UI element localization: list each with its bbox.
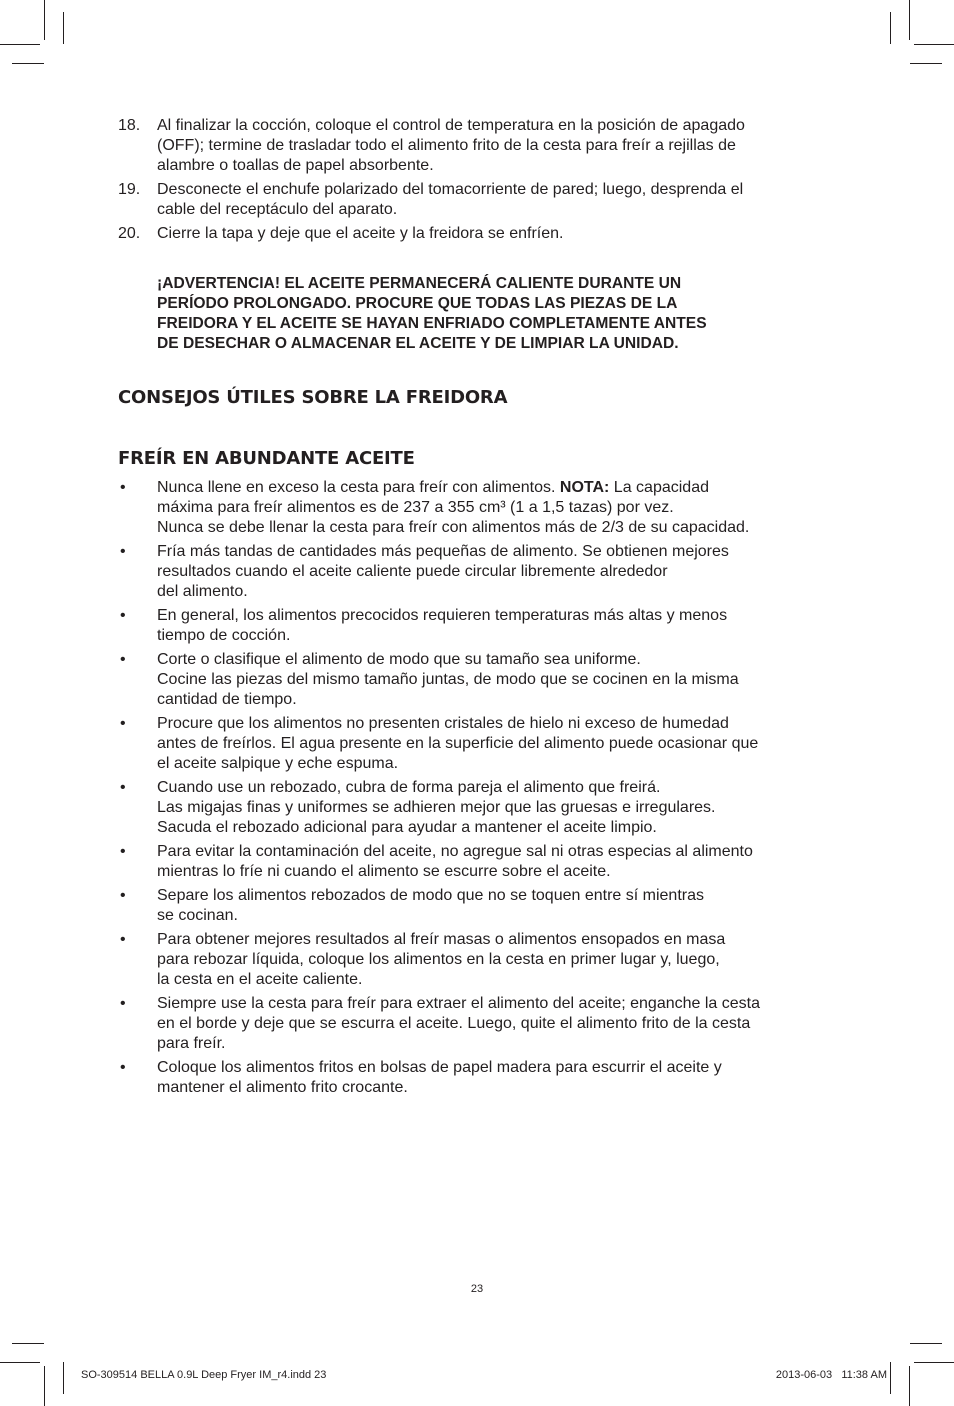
tip-text: resultados cuando el aceite caliente puede circular libremente alrededor: [157, 563, 668, 580]
tip-text: para freír.: [157, 1035, 226, 1052]
bullet-icon: •: [120, 887, 126, 904]
page-number: 23: [470, 1283, 484, 1295]
step-number: 19.: [118, 181, 141, 198]
step-number: 18.: [118, 117, 141, 134]
warning-block: [157, 274, 838, 354]
tip-text: para rebozar líquida, coloque los alimentos en la cesta en primer lugar y, luego,: [157, 951, 720, 968]
page-content: [118, 116, 838, 1102]
warning-text: PERÍODO PROLONGADO. PROCURE QUE TODAS LAS PIEZAS DE LA: [157, 295, 678, 312]
list-item: [118, 714, 838, 774]
list-item: [118, 116, 838, 176]
bullet-icon: •: [120, 995, 126, 1012]
warning-text: FREIDORA Y EL ACEITE SE HAYAN ENFRIADO COMPLETAMENTE ANTES: [157, 315, 707, 332]
file-slug: SO-309514 BELLA 0.9L Deep Fryer IM_r4.indd 23: [81, 1369, 327, 1381]
tip-text: Nunca se debe llenar la cesta para freír con alimentos más de 2/3 de su capacidad.: [157, 519, 750, 536]
tip-text: Para evitar la contaminación del aceite, no agregue sal ni otras especias al alimento: [157, 843, 753, 860]
tip-text: Separe los alimentos rebozados de modo que no se toquen entre sí mientras: [157, 887, 704, 904]
list-item: [118, 842, 838, 882]
tip-text: tiempo de cocción.: [157, 627, 291, 644]
list-item: [118, 1058, 838, 1098]
bullet-icon: •: [120, 715, 126, 732]
tip-text: La capacidad: [609, 479, 709, 496]
list-item: [118, 778, 838, 838]
note-label: NOTA:: [559, 479, 610, 496]
tip-text: el aceite salpique y eche espuma.: [157, 755, 399, 772]
section-heading-deep-fry: FREÍR EN ABUNDANTE ACEITE: [118, 448, 415, 469]
list-item: [118, 606, 838, 646]
step-text: Desconecte el enchufe polarizado del tomacorriente de pared; luego, desprenda el: [157, 181, 744, 198]
tip-text: cantidad de tiempo.: [157, 691, 297, 708]
tip-text: máxima para freír alimentos es de 237 a 355 cm³ (1 a 1,5 tazas) por vez.: [157, 499, 674, 516]
bullet-icon: •: [120, 607, 126, 624]
tip-text: del alimento.: [157, 583, 248, 600]
tip-text: antes de freírlos. El agua presente en la superficie del alimento puede ocasionar que: [157, 735, 759, 752]
tip-text: Sacuda el rebozado adicional para ayudar a mantener el aceite limpio.: [157, 819, 657, 836]
tip-text: Las migajas finas y uniformes se adhieren mejor que las gruesas e irregulares.: [157, 799, 716, 816]
tip-text: mientras lo fríe ni cuando el alimento se escurre sobre el aceite.: [157, 863, 611, 880]
list-item: [118, 650, 838, 710]
step-text: cable del receptáculo del aparato.: [157, 201, 398, 218]
list-item: [118, 478, 838, 538]
tip-text: Corte o clasifique el alimento de modo que su tamaño sea uniforme.: [157, 651, 641, 668]
bullet-icon: •: [120, 651, 126, 668]
step-text: alambre o toallas de papel absorbente.: [157, 157, 434, 174]
tips-list: [118, 478, 838, 1098]
step-text: Cierre la tapa y deje que el aceite y la freidora se enfríen.: [157, 225, 564, 242]
list-item: [118, 994, 838, 1054]
step-text: Al finalizar la cocción, coloque el control de temperatura en la posición de apagado: [157, 117, 745, 134]
list-item: [118, 930, 838, 990]
bullet-icon: •: [120, 843, 126, 860]
step-number: 20.: [118, 225, 141, 242]
tip-text: Cocine las piezas del mismo tamaño juntas, de modo que se cocinen en la misma: [157, 671, 739, 688]
bullet-icon: •: [120, 931, 126, 948]
warning-text: ¡ADVERTENCIA! EL ACEITE PERMANECERÁ CALIENTE DURANTE UN: [157, 275, 682, 292]
tip-text: se cocinan.: [157, 907, 238, 924]
date-slug: 2013-06-03 11:38 AM: [775, 1369, 887, 1381]
warning-text: DE DESECHAR O ALMACENAR EL ACEITE Y DE LIMPIAR LA UNIDAD.: [157, 335, 679, 352]
list-item: [118, 886, 838, 926]
section-heading-tips: CONSEJOS ÚTILES SOBRE LA FREIDORA: [118, 387, 508, 408]
tip-text: [157, 478, 838, 498]
list-item: [118, 542, 838, 602]
tip-text: Para obtener mejores resultados al freír masas o alimentos ensopados en masa: [157, 931, 726, 948]
tip-text: Cuando use un rebozado, cubra de forma pareja el alimento que freirá.: [157, 779, 661, 796]
tip-text: Siempre use la cesta para freír para extraer el alimento del aceite; enganche la cesta: [157, 995, 760, 1012]
step-text: (OFF); termine de trasladar todo el alimento frito de la cesta para freír a rejillas de: [157, 137, 736, 154]
tip-text: En general, los alimentos precocidos requieren temperaturas más altas y menos: [157, 607, 728, 624]
tip-text: Coloque los alimentos fritos en bolsas de papel madera para escurrir el aceite y: [157, 1059, 722, 1076]
bullet-icon: •: [120, 543, 126, 560]
list-item: [118, 224, 838, 244]
tip-text: mantener el alimento frito crocante.: [157, 1079, 408, 1096]
tip-text: la cesta en el aceite caliente.: [157, 971, 363, 988]
tip-text: Fría más tandas de cantidades más pequeñas de alimento. Se obtienen mejores: [157, 543, 729, 560]
list-item: [118, 180, 838, 220]
tip-text: Nunca llene en exceso la cesta para freír con alimentos.: [157, 479, 560, 496]
bullet-icon: •: [120, 1059, 126, 1076]
numbered-steps: [118, 116, 838, 244]
bullet-icon: •: [120, 779, 126, 796]
bullet-icon: •: [120, 479, 126, 496]
tip-text: en el borde y deje que se escurra el aceite. Luego, quite el alimento frito de la cesta: [157, 1015, 751, 1032]
tip-text: Procure que los alimentos no presenten cristales de hielo ni exceso de humedad: [157, 715, 729, 732]
